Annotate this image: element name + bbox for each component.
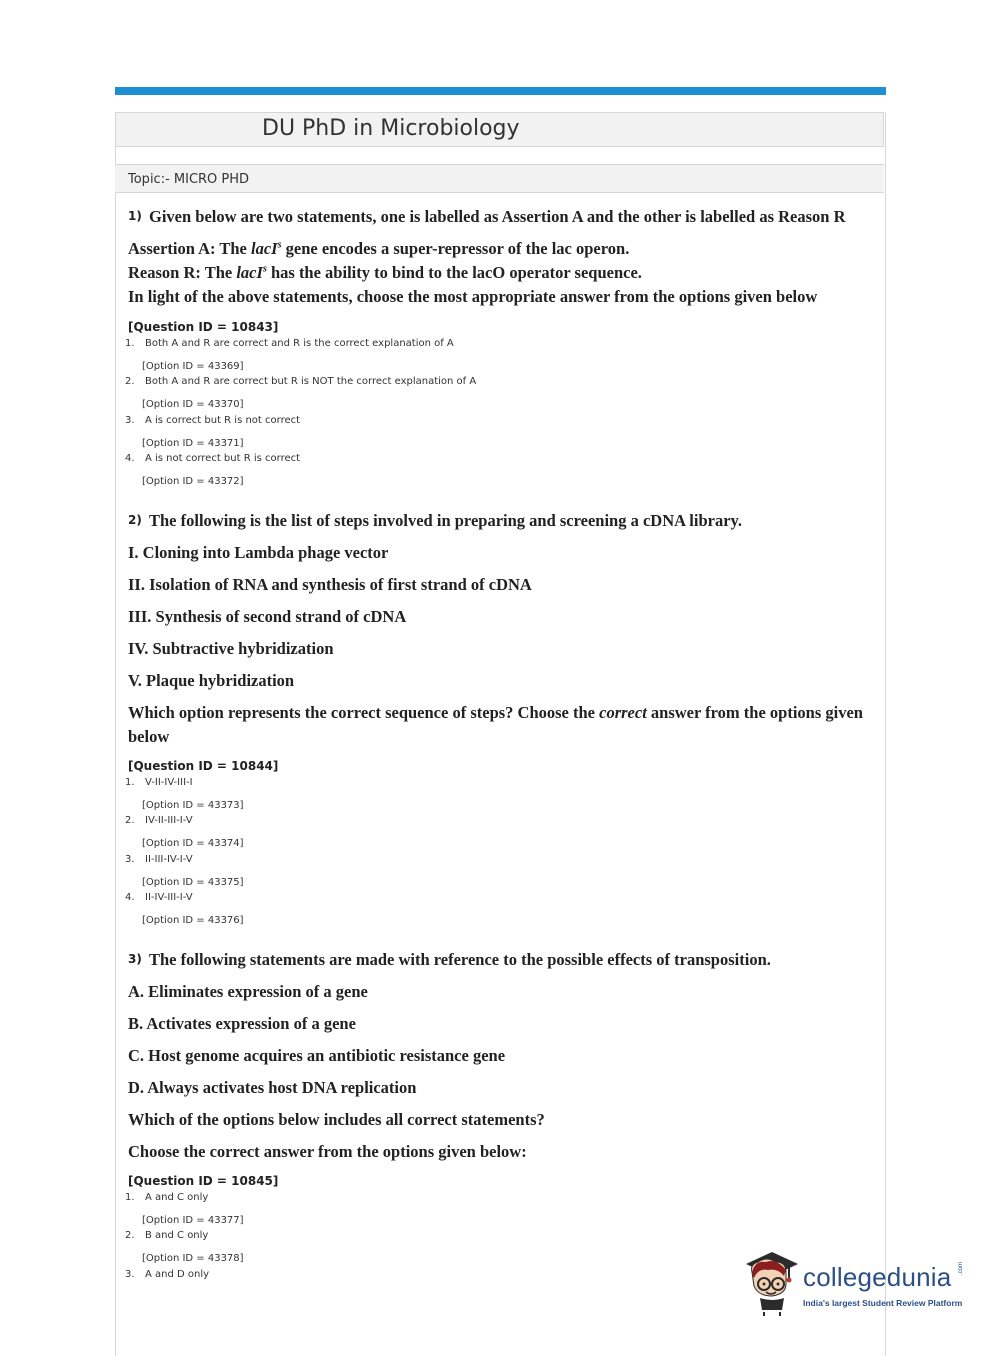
instruction-line: Which of the options below includes all correct statements? (128, 1110, 545, 1129)
option-number: 3. (125, 1269, 135, 1280)
statement-item: B. Activates expression of a gene (128, 1014, 356, 1033)
question-text: The following statements are made with reference to the possible effects of transposition. (149, 950, 771, 969)
step-item: V. Plaque hybridization (128, 671, 295, 690)
option-id: [Option ID = 43374] (142, 838, 244, 849)
question-number: 3) (128, 952, 142, 966)
option-number: 4. (125, 453, 135, 464)
option-text: IV-II-III-I-V (145, 815, 193, 826)
instruction-line: Which option represents the correct sequence of steps? Choose the correct answer from the options given (128, 703, 863, 722)
instruction-line-2: below (128, 727, 170, 746)
brand-name: collegedunia (803, 1262, 952, 1292)
question-text: The following is the list of steps involved in preparing and screening a cDNA library. (149, 511, 742, 530)
question-number: 1) (128, 209, 142, 223)
option-number: 1. (125, 777, 135, 788)
option-id: [Option ID = 43378] (142, 1253, 244, 1264)
option-number: 3. (125, 415, 135, 426)
option-id: [Option ID = 43373] (142, 800, 244, 811)
option-id: [Option ID = 43371] (142, 438, 244, 449)
option-text: Both A and R are correct and R is the correct explanation of A (145, 338, 454, 349)
option-id: [Option ID = 43376] (142, 915, 244, 926)
option-number: 1. (125, 338, 135, 349)
step-item: III. Synthesis of second strand of cDNA (128, 607, 407, 626)
option-number: 1. (125, 1192, 135, 1203)
step-item: II. Isolation of RNA and synthesis of first strand of cDNA (128, 575, 532, 594)
brand-tagline: India's largest Student Review Platform (803, 1298, 963, 1308)
question-text: Given below are two statements, one is labelled as Assertion A and the other is labelled as Reason R (149, 207, 846, 226)
option-number: 2. (125, 815, 135, 826)
statement-item: A. Eliminates expression of a gene (128, 982, 368, 1001)
option-id: [Option ID = 43372] (142, 476, 244, 487)
option-id: [Option ID = 43370] (142, 399, 244, 410)
option-text: A and C only (145, 1192, 209, 1203)
topic-label: Topic:- MICRO PHD (128, 172, 250, 187)
page-title: DU PhD in Microbiology (262, 116, 520, 141)
mascot-logo-icon (742, 1250, 802, 1316)
option-id: [Option ID = 43369] (142, 361, 244, 372)
step-item: IV. Subtractive hybridization (128, 639, 334, 658)
option-text: A and D only (145, 1269, 210, 1280)
divider (115, 148, 884, 165)
statement-item: C. Host genome acquires an antibiotic resistance gene (128, 1046, 506, 1065)
option-id: [Option ID = 43377] (142, 1215, 244, 1226)
assertion-line: Assertion A: The lacI$^s$ gene encodes a super-repressor of the lac operon. (128, 239, 630, 258)
header-accent-bar (115, 87, 886, 95)
brand-dotcom: .com (958, 1261, 964, 1275)
option-text: V-II-IV-III-I (145, 777, 193, 788)
option-number: 3. (125, 854, 135, 865)
option-text: II-IV-III-I-V (145, 892, 193, 903)
option-text: B and C only (145, 1230, 209, 1241)
option-text: II-III-IV-I-V (145, 854, 193, 865)
option-text: A is correct but R is not correct (145, 415, 301, 426)
question-id: [Question ID = 10845] (128, 1174, 279, 1188)
question-id: [Question ID = 10844] (128, 759, 279, 773)
option-number: 4. (125, 892, 135, 903)
statement-item: D. Always activates host DNA replication (128, 1078, 417, 1097)
question-number: 2) (128, 513, 142, 527)
option-text: A is not correct but R is correct (145, 453, 301, 464)
step-item: I. Cloning into Lambda phage vector (128, 543, 389, 562)
option-id: [Option ID = 43375] (142, 877, 244, 888)
option-text: Both A and R are correct but R is NOT the correct explanation of A (145, 376, 477, 387)
instruction-line: In light of the above statements, choose the most appropriate answer from the options given below (128, 287, 818, 306)
reason-line: Reason R: The lacI$^s$ has the ability to bind to the lacO operator sequence. (128, 263, 642, 282)
option-number: 2. (125, 376, 135, 387)
instruction-line-2: Choose the correct answer from the options given below: (128, 1142, 527, 1161)
option-number: 2. (125, 1230, 135, 1241)
question-id: [Question ID = 10843] (128, 320, 279, 334)
